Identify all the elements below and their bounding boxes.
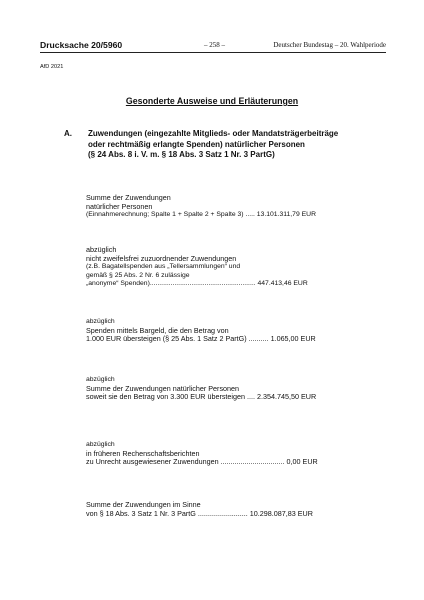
minus-unattributable-block [86, 246, 386, 289]
block-line: Summe der Zuwendungen [86, 193, 171, 202]
minus-cash-donations-block [86, 318, 386, 344]
block-line: Summe der Zuwendungen natürlicher Personen [86, 383, 240, 393]
block-line: abzüglich [86, 318, 115, 325]
block-line: in früheren Rechenschaftsberichten [86, 448, 200, 458]
block-line: abzüglich [86, 376, 115, 383]
party-year-label: AfD 2021 [40, 64, 64, 70]
block-line: natürlicher Personen [86, 201, 153, 211]
page-number: – 258 – [204, 41, 225, 49]
block-line-amount: von § 18 Abs. 3 Satz 1 Nr. 3 PartG ......................... 10.298.087,83 EUR [86, 508, 313, 518]
block-line-amount: soweit sie den Betrag von 3.300 EUR übersteigen .... 2.354.745,50 EUR [86, 392, 317, 402]
section-heading-line: oder rechtmäßig erlangte Spenden) natürlicher Personen [88, 139, 305, 149]
block-line: nicht zweifelsfrei zuzuordnender Zuwendungen [86, 253, 237, 263]
block-line-amount: 1.000 EUR übersteigen (§ 25 Abs. 1 Satz 2 PartG) .......... 1.065,00 EUR [86, 334, 316, 344]
publisher-label: Deutscher Bundestag – 20. Wahlperiode [273, 41, 386, 49]
block-line: gemäß § 25 Abs. 2 Nr. 6 zulässige [86, 271, 190, 279]
minus-prior-reports-block [86, 441, 386, 467]
block-line-amount: zu Unrecht ausgewiesener Zuwendungen ................................ 0,00 EUR [86, 457, 318, 467]
header-divider [40, 52, 386, 53]
sum-natural-persons-block [86, 194, 386, 220]
section-heading [88, 129, 388, 161]
block-line: Spenden mittels Bargeld, die den Betrag von [86, 325, 229, 335]
block-line-amount: „anonyme“ Spenden)........................................................ 447.413,46 EUR [86, 280, 308, 288]
block-line-amount: (Einnahmerechnung; Spalte 1 + Spalte 2 + Spalte 3) ..... 13.101.311,79 EUR [86, 211, 316, 219]
page-title: Gesonderte Ausweise und Erläuterungen [125, 96, 299, 106]
section-letter: A. [64, 129, 72, 138]
section-heading-line: (§ 24 Abs. 8 i. V. m. § 18 Abs. 3 Satz 1 Nr. 3 PartG) [88, 150, 275, 159]
block-line: Summe der Zuwendungen im Sinne [86, 500, 201, 509]
block-line: abzüglich [86, 245, 117, 254]
section-heading-line: Zuwendungen (eingezahlte Mitglieds- oder Mandatsträgerbeiträge [88, 129, 339, 138]
total-sum-block [86, 501, 386, 518]
minus-over-threshold-block [86, 376, 386, 402]
block-line: (z.B. Bagatellspenden aus „Tellersammlungen“ und [86, 263, 241, 271]
block-line: abzüglich [86, 441, 115, 448]
document-number: Drucksache 20/5960 [40, 40, 123, 50]
